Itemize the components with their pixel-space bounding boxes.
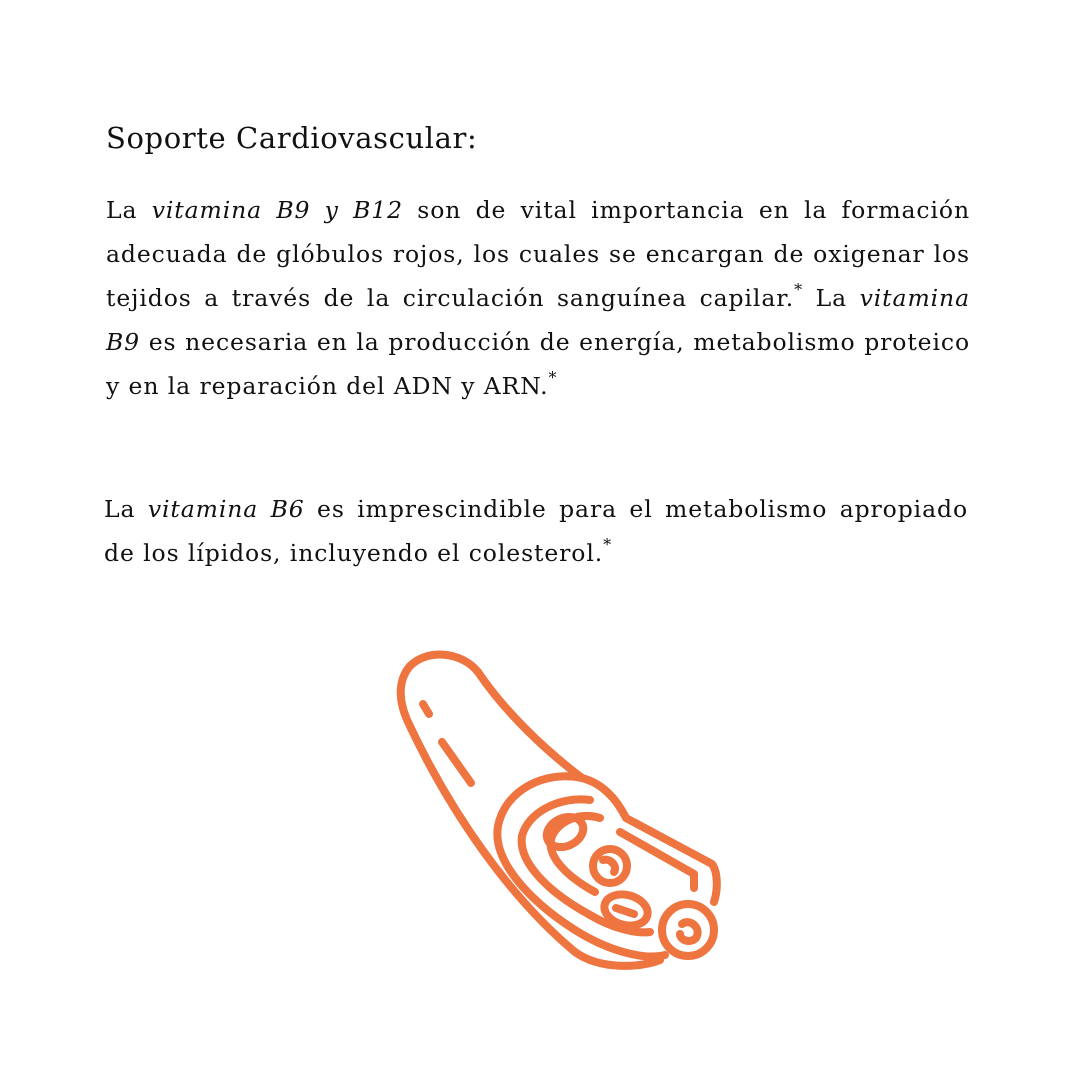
- p1-text-1: La: [106, 196, 152, 224]
- blood-cell-3-center: [616, 908, 634, 914]
- p2-footnote-mark: *: [603, 535, 613, 555]
- p1-text-3: La: [803, 284, 860, 312]
- blood-cell-4: [662, 904, 714, 956]
- p2-vitamin-b6: vitamina B6: [147, 495, 305, 523]
- vessel-inner-wall-2: [551, 816, 600, 892]
- p1-vitamin-b9: vitamina B9: [106, 284, 970, 356]
- blood-cell-1: [542, 811, 588, 852]
- p1-footnote-mark-2: *: [548, 368, 558, 388]
- vessel-highlight-1: [423, 704, 429, 714]
- paragraph-b6: [104, 487, 968, 575]
- vessel-lumen-line: [620, 832, 694, 888]
- p2-text-1: La: [104, 495, 148, 523]
- blood-vessel-icon: [390, 640, 730, 980]
- p1-text-4: es necesaria en la producción de energía, metabolismo proteico y en la reparación del ADN y ARN.: [106, 328, 970, 400]
- blood-cell-4-center: [680, 922, 698, 941]
- vessel-upper-wall: [478, 672, 582, 778]
- blood-cell-2-center: [603, 860, 615, 872]
- p1-footnote-mark-1: *: [794, 280, 804, 300]
- p1-vitamin-b9-b12: vitamina B9 y B12: [151, 196, 403, 224]
- paragraph-b9-b12: [106, 188, 970, 408]
- p2-text-2: es imprescindible para el metabolismo apropiado de los lípidos, incluyendo el colesterol.: [104, 495, 968, 567]
- p1-text-2: son de vital importancia en la formación adecuada de glóbulos rojos, los cuales se encargan de oxigenar los tejidos a través de la circulación sanguínea capilar.: [106, 196, 970, 312]
- vessel-highlight-2: [442, 742, 471, 783]
- section-heading: Soporte Cardiovascular:: [106, 121, 478, 155]
